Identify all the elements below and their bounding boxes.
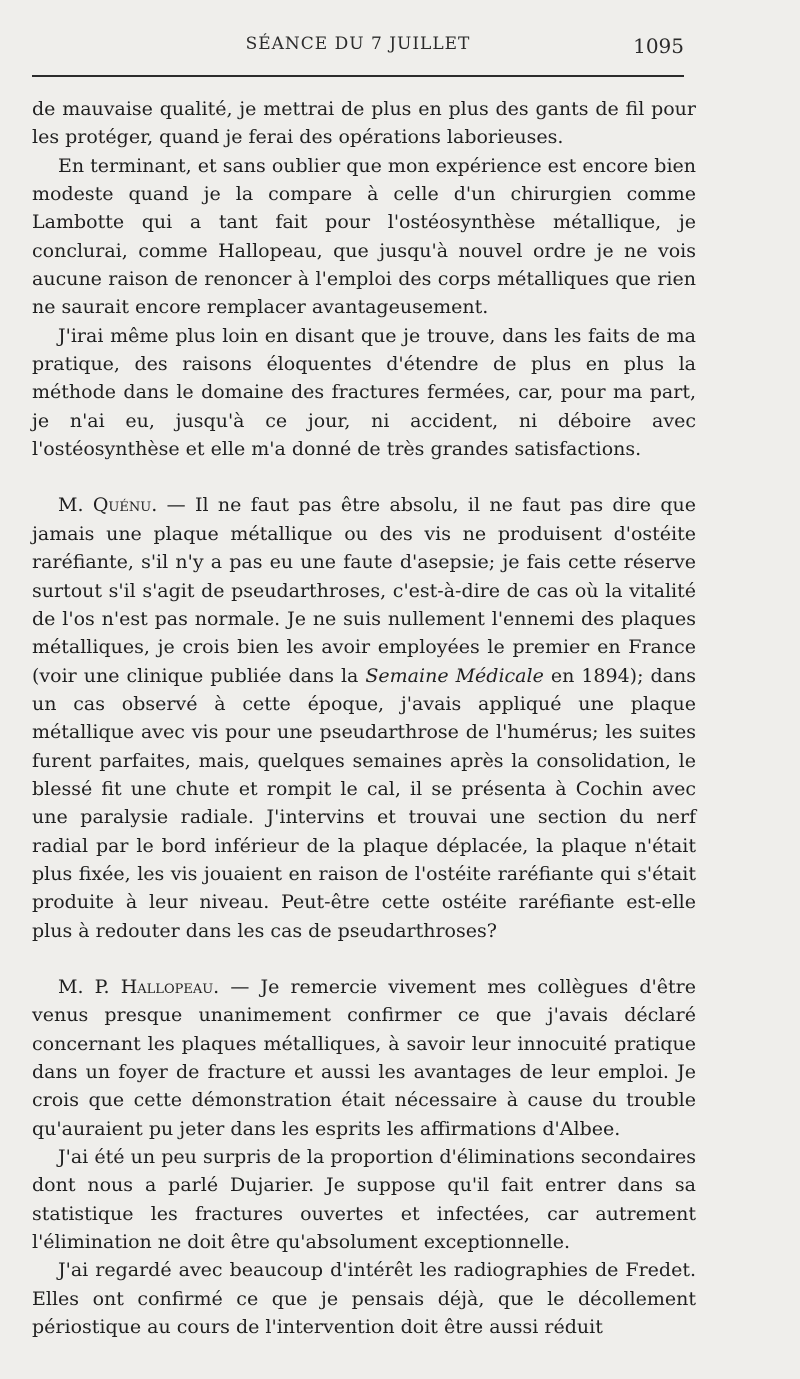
page-number: 1095 [633,34,684,58]
paragraph-continuation: de mauvaise qualité, je mettrai de plus en plus des gants de fil pour les protéger, quand je ferai des opérations laborieuses. [32,98,696,149]
hallopeau-text: — Je remercie vivement mes collègues d'être venus presque unanimement confirmer ce que j'avais déclaré concernant les plaques métalliques, à savoir leur innocuité pratique dans un foyer de fracture et aussi les avantages de leur emploi. Je crois que cette démonstration était nécessaire à cause du trouble qu'auraient pu jeter dans les esprits les affirmations d'Albee. [32,975,696,1140]
paragraph-radiographies: J'ai regardé avec beaucoup d'intérêt les radiographies de Fredet. Elles ont confirmé ce que je pensais déjà, que le décollement périostique au cours de l'intervention doit être aussi réduit [32,1259,696,1339]
header-rule [32,75,684,77]
journal-title: Semaine Médicale [365,664,544,687]
quenu-text-a: — Il ne faut pas être absolu, il ne faut pas dire que jamais une plaque métallique ou des vis ne produisent d'ostéite raréfiante, s'il n'y a pas eu une faute d'asepsie; je fais cette réserve surtout s'il s'agit de pseudarthroses, c'est-à-dire de cas où la vitalité de l'os n'est pas normale. Je ne suis nullement l'ennemi des plaques métalliques, je crois bien les avoir employées le premier en France (voir une clinique publiée dans la [32,494,696,687]
paragraph-conclusion: En terminant, et sans oublier que mon expérience est encore bien modeste quand je la compare à celle d'un chirurgien comme Lambotte qui a tant fait pour l'ostéosynthèse métallique, je conclurai, comme Hallopeau, que jusqu'à nouvel ordre je ne vois aucune raison de renoncer à l'emploi des corps métalliques que rien ne saurait encore remplacer avantageusement. [32,154,696,319]
speaker-hallopeau: M. P. Hallopeau. [58,975,220,998]
body-text [32,95,696,1341]
paragraph-further: J'irai même plus loin en disant que je trouve, dans les faits de ma pratique, des raisons éloquentes d'étendre de plus en plus la méthode dans le domaine des fractures fermées, car, pour ma part, je n'ai eu, jusqu'à ce jour, ni accident, ni déboire avec l'ostéosynthèse et elle m'a donné de très grandes satisfactions. [32,324,696,461]
speaker-quenu: M. Quénu. [58,494,158,517]
running-title: SÉANCE DU 7 JUILLET [245,34,471,54]
running-head [32,34,684,58]
paragraph-eliminations: J'ai été un peu surpris de la proportion d'éliminations secondaires dont nous a parlé Dujarier. Je suppose qu'il fait entrer dans sa statistique les fractures ouvertes et infectées, car autrement l'élimination ne doit être qu'absolument exceptionnelle. [32,1146,696,1254]
paragraph-hallopeau [32,973,696,1143]
quenu-text-b: en 1894); dans un cas observé à cette époque, j'avais appliqué une plaque métallique avec vis pour une pseudarthrose de l'humérus; les suites furent parfaites, mais, quelques semaines après la consolidation, le blessé fit une chute et rompit le cal, il se présenta à Cochin avec une paralysie radiale. J'intervins et trouvai une section du nerf radial par le bord inférieur de la plaque déplacée, la plaque n'était plus fixée, les vis jouaient en raison de l'ostéite raréfiante qui s'était produite à leur niveau. Peut-être cette ostéite raréfiante est-elle plus à redouter dans les cas de pseudarthroses? [32,664,696,942]
paragraph-quenu [32,491,696,945]
